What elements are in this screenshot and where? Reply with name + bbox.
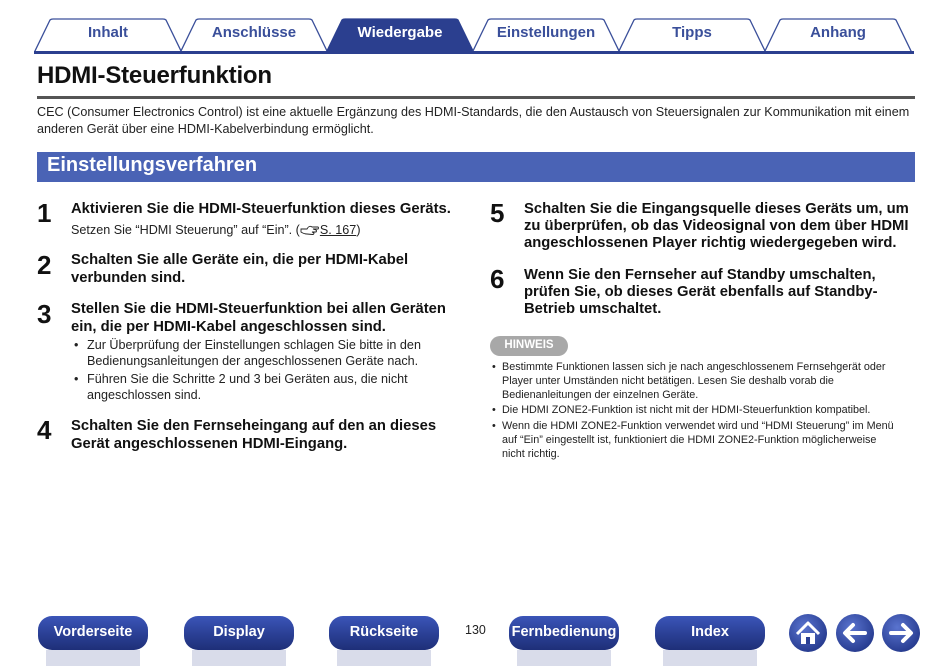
step-number: 2 bbox=[37, 250, 52, 280]
note-text-line-3: Bedienanleitungen der einzelnen Geräte. bbox=[502, 389, 699, 401]
index-button[interactable] bbox=[655, 616, 765, 656]
reference-hand-icon bbox=[300, 224, 320, 235]
step-heading-line-2: zu überprüfen, ob das Videosignal von dem über HDMI bbox=[524, 218, 909, 234]
tab-tipps[interactable] bbox=[618, 18, 766, 52]
step-heading-line-1: Schalten Sie alle Geräte ein, die per HDMI-Kabel bbox=[71, 252, 409, 268]
intro-paragraph: CEC (Consumer Electronics Control) ist eine aktuelle Ergänzung des HDMI-Standards, die den Austausch von Steuersignalen zur Kommunikation mit einem anderen Gerät über eine HDMI-Kabelverbindung ermöglicht. bbox=[37, 105, 910, 136]
note-item bbox=[490, 403, 915, 419]
bullet-text-line-1: Führen Sie die Schritte 2 und 3 bei Geräten aus, die nicht bbox=[87, 372, 408, 386]
step-heading-line-1: Schalten Sie den Fernseheingang auf den an dieses bbox=[71, 418, 437, 434]
note-text: Die HDMI ZONE2-Funktion ist nicht mit der HDMI-Steuerfunktion kompatibel. bbox=[502, 404, 871, 416]
note-text bbox=[502, 360, 915, 402]
home-icon bbox=[789, 614, 827, 652]
step-subtext-post: ) bbox=[356, 223, 361, 237]
bullet-text bbox=[87, 337, 447, 369]
note-item bbox=[490, 419, 915, 463]
button-label: Fernbedienung bbox=[511, 624, 617, 640]
page-reference-link[interactable]: S. 167 bbox=[319, 223, 357, 237]
step-6 bbox=[490, 264, 915, 320]
bullet-dot: • bbox=[492, 404, 496, 416]
bullet-dot: • bbox=[492, 361, 496, 373]
tab-inhalt[interactable] bbox=[34, 18, 182, 52]
top-tab-bar bbox=[34, 18, 914, 52]
tab-anschluesse[interactable] bbox=[180, 18, 328, 52]
step-heading-line-2: verbunden sind. bbox=[71, 270, 186, 286]
step-heading-line-1: Stellen Sie die HDMI-Steuerfunktion bei allen Geräten bbox=[71, 301, 446, 317]
section-title: Einstellungsverfahren bbox=[47, 154, 258, 176]
note-text bbox=[502, 419, 915, 461]
button-label: Display bbox=[213, 624, 265, 640]
fernbedienung-button[interactable] bbox=[509, 616, 619, 656]
step-heading-line-1: Schalten Sie die Eingangsquelle dieses Geräts um, um bbox=[524, 201, 909, 217]
step-number: 3 bbox=[37, 299, 52, 329]
title-divider bbox=[37, 96, 915, 99]
tab-label: Anschlüsse bbox=[211, 24, 297, 41]
note-badge bbox=[490, 336, 568, 356]
bullet-dot: • bbox=[492, 420, 496, 432]
tab-einstellungen[interactable] bbox=[472, 18, 620, 52]
step-subtext-pre: Setzen Sie “HDMI Steuerung” auf “Ein”. ( bbox=[71, 223, 300, 237]
button-label: Vorderseite bbox=[53, 624, 133, 640]
button-shadow bbox=[337, 650, 431, 666]
home-button[interactable] bbox=[789, 614, 827, 652]
step-3 bbox=[37, 299, 457, 409]
tab-label: Tipps bbox=[672, 24, 712, 41]
arrow-right-icon bbox=[882, 614, 920, 652]
section-header bbox=[37, 152, 915, 182]
step-5 bbox=[490, 198, 915, 254]
tab-underline bbox=[34, 51, 914, 54]
button-shadow bbox=[46, 650, 140, 666]
display-button[interactable] bbox=[184, 616, 294, 656]
step-heading-line-3: Betrieb umschaltet. bbox=[524, 301, 662, 317]
bullet-dot: • bbox=[74, 338, 79, 352]
step-heading: Aktivieren Sie die HDMI-Steuerfunktion dieses Geräts. bbox=[71, 201, 451, 217]
note-item bbox=[490, 360, 915, 404]
note-badge-label: HINWEIS bbox=[504, 339, 554, 351]
tab-label: Inhalt bbox=[88, 24, 128, 41]
step-number: 4 bbox=[37, 415, 52, 445]
step-heading-line-2: Gerät angeschlossenen HDMI-Eingang. bbox=[71, 436, 348, 452]
arrow-left-icon bbox=[836, 614, 874, 652]
note-text-line-2: auf “Ein” eingestellt ist, funktioniert die HDMI ZONE2-Funktion möglicherweise bbox=[502, 434, 877, 446]
step-heading-line-3: angeschlossenen Player richtig wiedergegeben wird. bbox=[524, 235, 897, 251]
step-number: 5 bbox=[490, 198, 505, 228]
note-text-line-1: Wenn die HDMI ZONE2-Funktion verwendet wird und “HDMI Steuerung” im Menü bbox=[502, 420, 894, 432]
step-number: 1 bbox=[37, 198, 52, 228]
bullet-dot: • bbox=[74, 372, 79, 386]
tab-label: Wiedergabe bbox=[357, 24, 443, 41]
tab-label: Anhang bbox=[810, 24, 866, 41]
page-title: HDMI-Steuerfunktion bbox=[37, 62, 272, 89]
step-4 bbox=[37, 415, 457, 455]
note-text-line-1: Bestimmte Funktionen lassen sich je nach angeschlossenem Fernsehgerät oder bbox=[502, 361, 886, 373]
note-text-line-2: Player unter Umständen nicht betätigen. Lesen Sie deshalb vorab die bbox=[502, 375, 834, 387]
bullet-text-line-2: Bedienungsanleitungen der angeschlossenen Geräte nach. bbox=[87, 354, 419, 368]
forward-button[interactable] bbox=[882, 614, 920, 652]
tab-label: Einstellungen bbox=[496, 24, 596, 41]
bullet-text bbox=[87, 371, 447, 403]
button-shadow bbox=[192, 650, 286, 666]
step-2 bbox=[37, 250, 457, 290]
step-number: 6 bbox=[490, 264, 505, 294]
step-subtext bbox=[71, 222, 361, 238]
button-label: Index bbox=[691, 624, 729, 640]
step-heading-line-2: prüfen Sie, ob dieses Gerät ebenfalls auf Standby- bbox=[524, 284, 878, 300]
note-text-line-3: nicht richtig. bbox=[502, 448, 560, 460]
bullet-text-line-1: Zur Überprüfung der Einstellungen schlagen Sie bitte in den bbox=[87, 338, 421, 352]
rueckseite-button[interactable] bbox=[329, 616, 439, 656]
page-number: 130 bbox=[465, 623, 486, 637]
tab-anhang[interactable] bbox=[764, 18, 912, 52]
step-heading-line-1: Wenn Sie den Fernseher auf Standby umschalten, bbox=[524, 267, 876, 283]
button-label: Rückseite bbox=[349, 624, 419, 640]
step-1 bbox=[37, 198, 457, 248]
bullet-text-line-2: angeschlossen sind. bbox=[87, 388, 202, 402]
back-button[interactable] bbox=[836, 614, 874, 652]
button-shadow bbox=[517, 650, 611, 666]
vorderseite-button[interactable] bbox=[38, 616, 148, 656]
button-shadow bbox=[663, 650, 757, 666]
step-heading-line-2: ein, die per HDMI-Kabel angeschlossen sind. bbox=[71, 319, 386, 335]
tab-wiedergabe[interactable] bbox=[326, 18, 474, 52]
